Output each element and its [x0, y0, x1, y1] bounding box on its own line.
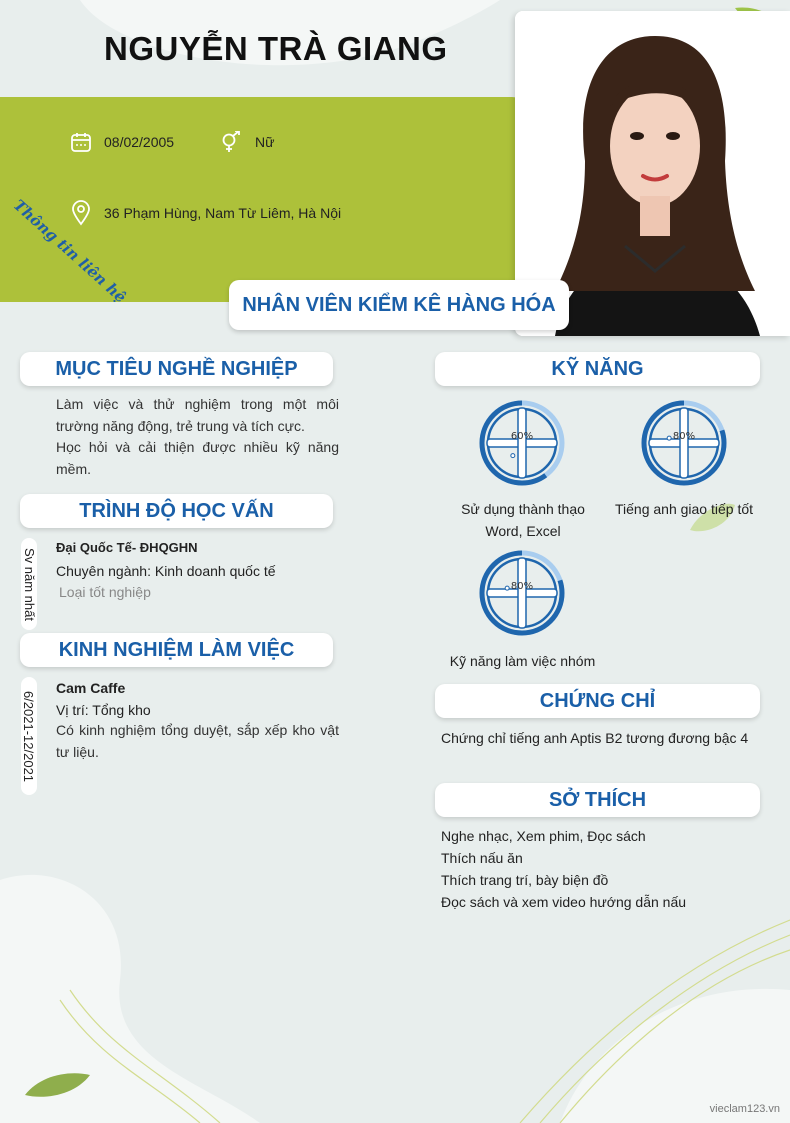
gender-value: Nữ	[255, 134, 275, 150]
calendar-icon	[70, 131, 92, 153]
experience-position: Vị trí: Tổng kho	[56, 702, 151, 718]
education-grade: Loại tốt nghiệp	[59, 584, 151, 600]
hobby-item: Thích trang trí, bày biện đồ	[441, 872, 609, 888]
gauge-percent-label: 80%	[510, 581, 534, 592]
education-period: Sv năm nhất	[21, 547, 37, 621]
experience-heading: KINH NGHIỆM LÀM VIỆC	[20, 633, 333, 667]
skill-gauge	[472, 543, 572, 643]
gauge-percent-label: 80%	[672, 431, 696, 442]
experience-company: Cam Caffe	[56, 680, 126, 696]
address-value: 36 Phạm Hùng, Nam Từ Liêm, Hà Nội	[104, 205, 342, 221]
gender-row	[219, 131, 274, 153]
certificate-item: Chứng chỉ tiếng anh Aptis B2 tương đương bậc 4	[441, 730, 749, 746]
hobby-item: Thích nấu ăn	[441, 850, 523, 866]
candidate-name: NGUYỄN TRÀ GIANG	[104, 30, 448, 67]
dob-row	[70, 131, 174, 153]
skill-label: Sử dụng thành thạo Word, Excel	[461, 501, 585, 539]
address-row	[70, 200, 341, 226]
experience-period-pill	[21, 677, 37, 795]
skill-label: Tiếng anh giao tiếp tốt	[614, 501, 754, 517]
hobby-item: Nghe nhạc, Xem phim, Đọc sách	[441, 828, 646, 844]
experience-period: 6/2021-12/2021	[21, 690, 37, 782]
gauge-marker	[511, 454, 515, 458]
hobby-item: Đọc sách và xem video hướng dẫn nấu	[441, 894, 687, 910]
gauge-percent-label: 60%	[510, 431, 534, 442]
dob-value: 08/02/2005	[104, 134, 175, 150]
gauge-marker	[505, 586, 509, 590]
objective-heading: MỤC TIÊU NGHỀ NGHIỆP	[20, 352, 333, 386]
education-school: Đại Quốc Tế- ĐHQGHN	[56, 540, 198, 555]
gender-icon	[219, 131, 243, 153]
hobbies-heading: SỞ THÍCH	[435, 783, 760, 817]
education-major: Chuyên ngành: Kinh doanh quốc tế	[56, 563, 276, 579]
education-period-pill	[21, 538, 37, 630]
skills-heading: KỸ NĂNG	[435, 352, 760, 386]
contact-section-title: Thông tin liên hệ	[9, 196, 130, 307]
skill-gauge	[634, 393, 734, 493]
certificates-heading: CHỨNG CHỈ	[435, 684, 760, 718]
gauge-marker	[667, 436, 671, 440]
skill-label: Kỹ năng làm việc nhóm	[449, 653, 596, 669]
objective-text-2: Học hỏi và cải thiện được nhiều kỹ năng mềm.	[56, 439, 339, 477]
experience-description: Có kinh nghiệm tổng duyệt, sắp xếp kho vật tư liệu.	[56, 722, 339, 760]
location-pin-icon	[70, 200, 92, 226]
education-heading: TRÌNH ĐỘ HỌC VẤN	[20, 494, 333, 528]
skill-gauge	[472, 393, 572, 493]
watermark: vieclam123.vn	[709, 1103, 780, 1115]
job-title: NHÂN VIÊN KIỂM KÊ HÀNG HÓA	[229, 280, 569, 330]
objective-text-1: Làm việc và thử nghiệm trong một môi trường năng động, trẻ trung và tích cực.	[56, 396, 339, 434]
